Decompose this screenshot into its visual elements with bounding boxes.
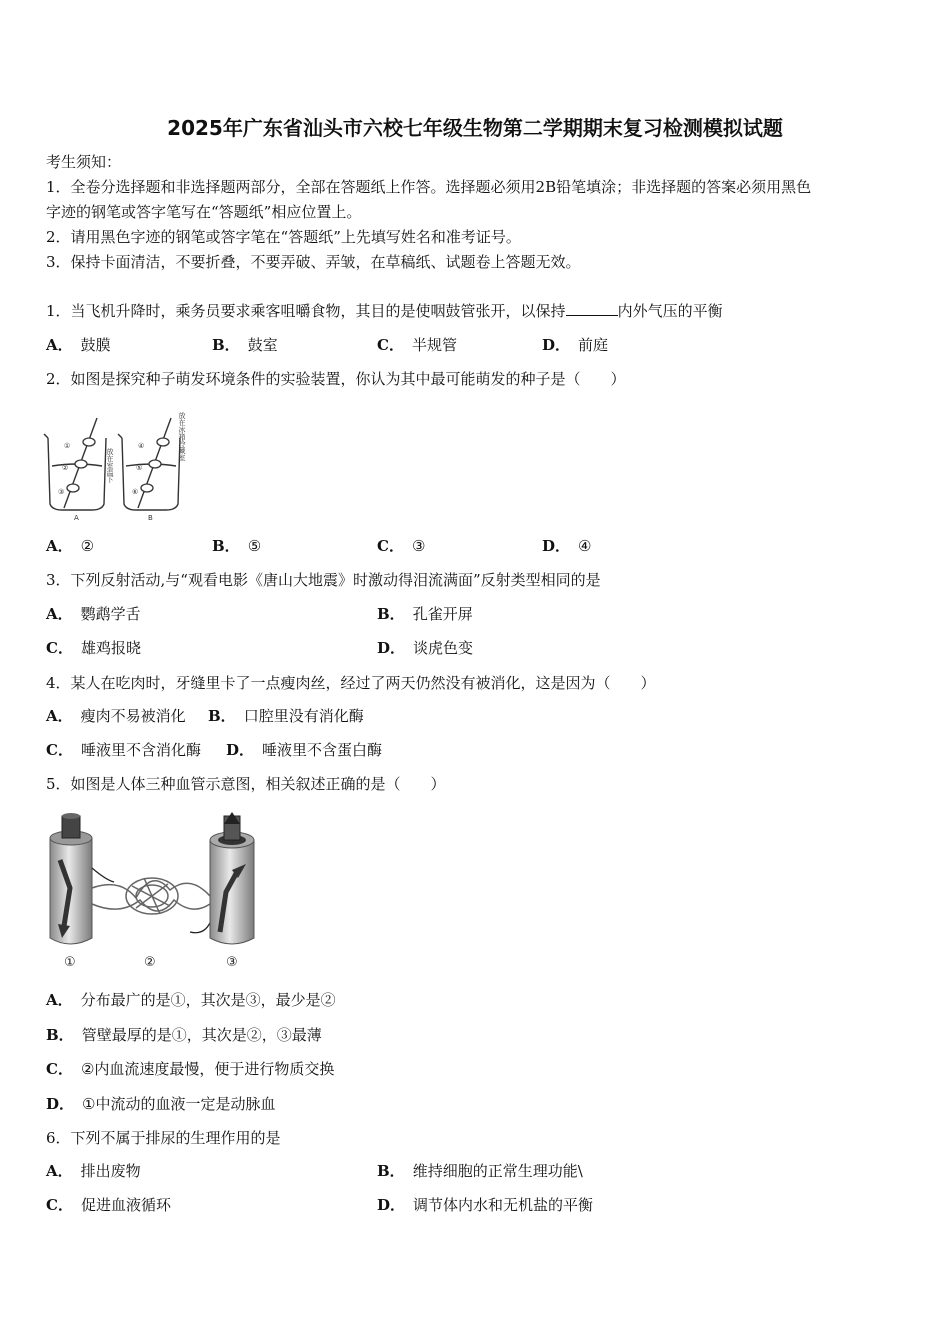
question-2-option-c[interactable]: C． ③: [377, 537, 426, 555]
question-2-option-d[interactable]: D． ④: [542, 537, 592, 555]
seed-label: ⑤: [136, 464, 143, 472]
seed-label: ⑥: [132, 488, 139, 496]
seed-germination-figure: [42, 408, 192, 524]
beaker-b-label: B: [148, 514, 153, 522]
question-1-stem-a: 1．当飞机升降时，乘务员要求乘客咀嚼食物，其目的是使咽鼓管张开，以保持: [46, 302, 566, 320]
beaker-b-note: 放在冰箱冷藏室: [178, 412, 186, 461]
question-2-stem: 2．如图是探究种子萌发环境条件的实验装置，你认为其中最可能萌发的种子是（ ）: [46, 370, 626, 388]
question-6-option-a[interactable]: A． 排出废物: [46, 1162, 141, 1180]
question-3-stem: 3．下列反射活动,与“观看电影《唐山大地震》时激动得泪流满面”反射类型相同的是: [46, 571, 601, 589]
question-1-option-c[interactable]: C． 半规管: [377, 336, 457, 354]
vessel-label: ③: [226, 955, 238, 970]
question-1-stem: [46, 301, 723, 321]
notice-item: 字迹的钢笔或答字笔写在“答题纸”相应位置上。: [46, 203, 362, 221]
question-4-option-a[interactable]: A． 瘦肉不易被消化: [46, 707, 186, 725]
question-5-option-c[interactable]: C． ②内血流速度最慢，便于进行物质交换: [46, 1060, 335, 1078]
question-1-option-d[interactable]: D． 前庭: [542, 336, 609, 354]
question-6-option-c[interactable]: C． 促进血液循环: [46, 1196, 171, 1214]
notice-item: 1．全卷分选择题和非选择题两部分，全部在答题纸上作答。选择题必须用2B铅笔填涂；非选择题的答案必须用黑色: [46, 178, 812, 196]
question-6-option-d[interactable]: D． 调节体内水和无机盐的平衡: [377, 1196, 594, 1214]
seed-label: ①: [64, 442, 71, 450]
question-6-stem: 6．下列不属于排尿的生理作用的是: [46, 1129, 281, 1147]
question-4-option-d[interactable]: D． 唾液里不含蛋白酶: [226, 741, 383, 759]
seed-label: ④: [138, 442, 145, 450]
question-4-stem: 4．某人在吃肉时，牙缝里卡了一点瘦肉丝，经过了两天仍然没有被消化，这是因为（ ）: [46, 674, 656, 692]
question-1-stem-b: 内外气压的平衡: [617, 302, 723, 320]
question-6-option-b[interactable]: B． 维持细胞的正常生理功能\: [377, 1162, 583, 1180]
question-1-option-b[interactable]: B． 鼓室: [212, 336, 278, 354]
question-5-option-a[interactable]: A． 分布最广的是①，其次是③，最少是②: [46, 991, 336, 1009]
question-4-option-b[interactable]: B． 口腔里没有消化酶: [208, 707, 364, 725]
seed-label: ②: [62, 464, 69, 472]
question-5-stem: 5．如图是人体三种血管示意图，相关叙述正确的是（ ）: [46, 775, 446, 793]
question-2-option-a[interactable]: A． ②: [46, 537, 95, 555]
notice-item: 2．请用黑色字迹的钢笔或答字笔在“答题纸”上先填写姓名和准考证号。: [46, 228, 521, 246]
question-4-option-c[interactable]: C． 唾液里不含消化酶: [46, 741, 201, 759]
question-1-option-a[interactable]: A． 鼓膜: [46, 336, 111, 354]
question-3-option-c[interactable]: C． 雄鸡报晓: [46, 639, 141, 657]
beaker-a-note: 放在室温下: [106, 448, 114, 483]
notice-heading: 考生须知：: [46, 153, 122, 171]
answer-blank: [566, 301, 618, 316]
vessel-label: ②: [144, 955, 156, 970]
question-3-option-d[interactable]: D． 谈虎色变: [377, 639, 474, 657]
page-title: 2025年广东省汕头市六校七年级生物第二学期期末复习检测模拟试题: [167, 116, 783, 140]
blood-vessel-figure: [40, 808, 275, 974]
vessel-label: ①: [64, 955, 76, 970]
question-2-option-b[interactable]: B． ⑤: [212, 537, 262, 555]
seed-label: ③: [58, 488, 65, 496]
beaker-a-label: A: [74, 514, 79, 522]
question-5-option-d[interactable]: D． ①中流动的血液一定是动脉血: [46, 1095, 276, 1113]
question-3-option-b[interactable]: B． 孔雀开屏: [377, 605, 473, 623]
question-3-option-a[interactable]: A． 鹦鹉学舌: [46, 605, 141, 623]
notice-item: 3．保持卡面清洁，不要折叠，不要弄破、弄皱，在草稿纸、试题卷上答题无效。: [46, 253, 581, 271]
question-5-option-b[interactable]: B． 管壁最厚的是①，其次是②，③最薄: [46, 1026, 322, 1044]
